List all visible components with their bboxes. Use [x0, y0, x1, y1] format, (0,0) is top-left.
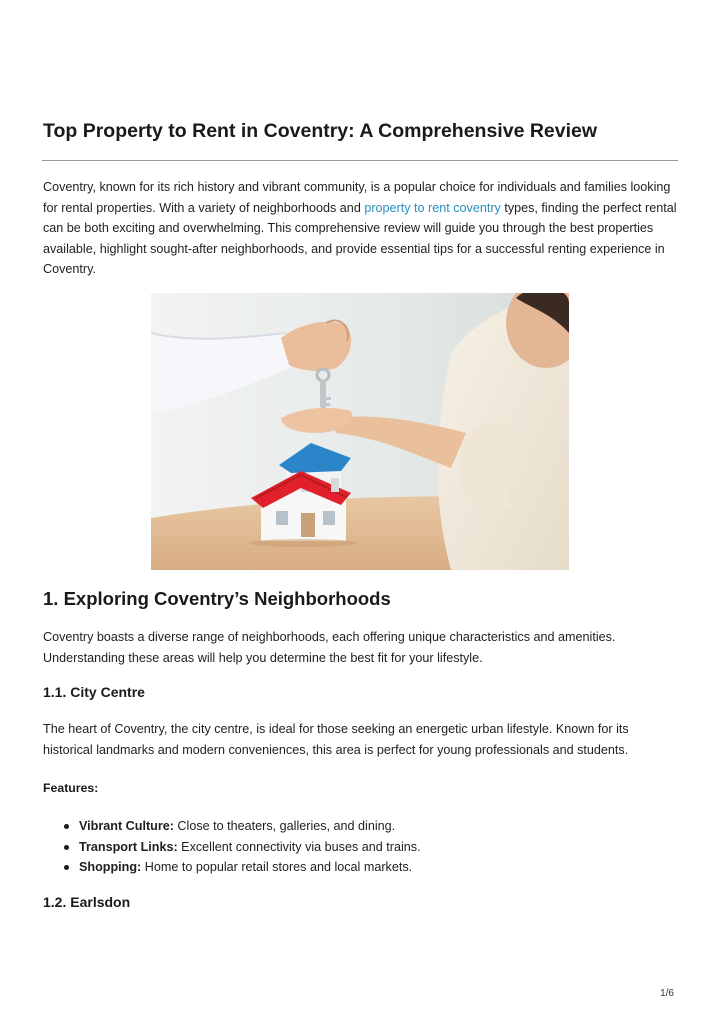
key-handover-illustration — [151, 293, 569, 570]
property-to-rent-link[interactable]: property to rent coventry — [364, 200, 501, 215]
features-list — [43, 816, 663, 878]
feature-text: Home to popular retail stores and local markets. — [141, 860, 413, 874]
title-divider — [42, 160, 678, 161]
neighborhoods-paragraph: Coventry boasts a diverse range of neighborhoods, each offering unique characteristics and amenities. Understanding these areas will help you determine the best fit for your lifestyle. — [43, 630, 616, 665]
list-item — [43, 837, 663, 858]
intro-text-after: types, finding the perfect rental can be both exciting and overwhelming. This comprehensive review will guide you through the best properties available, highlight sought-after neighborhoods, and provide essential tips for a successful renting experience in Coventry. — [43, 200, 677, 276]
feature-label: Shopping: — [79, 860, 142, 874]
bullet-icon — [64, 845, 69, 850]
page-number: 1/6 — [660, 988, 674, 999]
city-centre-paragraph: The heart of Coventry, the city centre, is ideal for those seeking an energetic urban lifestyle. Known for its historical landmarks and modern conveniences, this area is perfect for young professionals and students. — [43, 722, 629, 757]
feature-label: Transport Links: — [79, 839, 178, 854]
feature-text: Excellent connectivity via buses and trains. — [177, 839, 421, 854]
section-heading-neighborhoods: 1. Exploring Coventry’s Neighborhoods — [43, 588, 391, 609]
page-title: Top Property to Rent in Coventry: A Comprehensive Review — [43, 120, 598, 142]
subsection-heading-earlsdon: 1.2. Earlsdon — [43, 894, 131, 910]
subsection-heading-city-centre: 1.1. City Centre — [43, 684, 145, 700]
bullet-icon — [64, 824, 69, 829]
features-label: Features: — [43, 781, 99, 795]
feature-label: Vibrant Culture: — [79, 819, 174, 833]
intro-paragraph — [43, 177, 679, 280]
list-item — [43, 857, 663, 878]
intro-text-before: Coventry, known for its rich history and vibrant community, is a popular choice for individuals and families looking for rental properties. With a variety of neighborhoods and — [43, 180, 671, 215]
bullet-icon — [64, 865, 69, 870]
list-item — [43, 816, 663, 837]
hero-image-key-handover — [151, 293, 569, 570]
feature-text: Close to theaters, galleries, and dining. — [173, 819, 396, 833]
